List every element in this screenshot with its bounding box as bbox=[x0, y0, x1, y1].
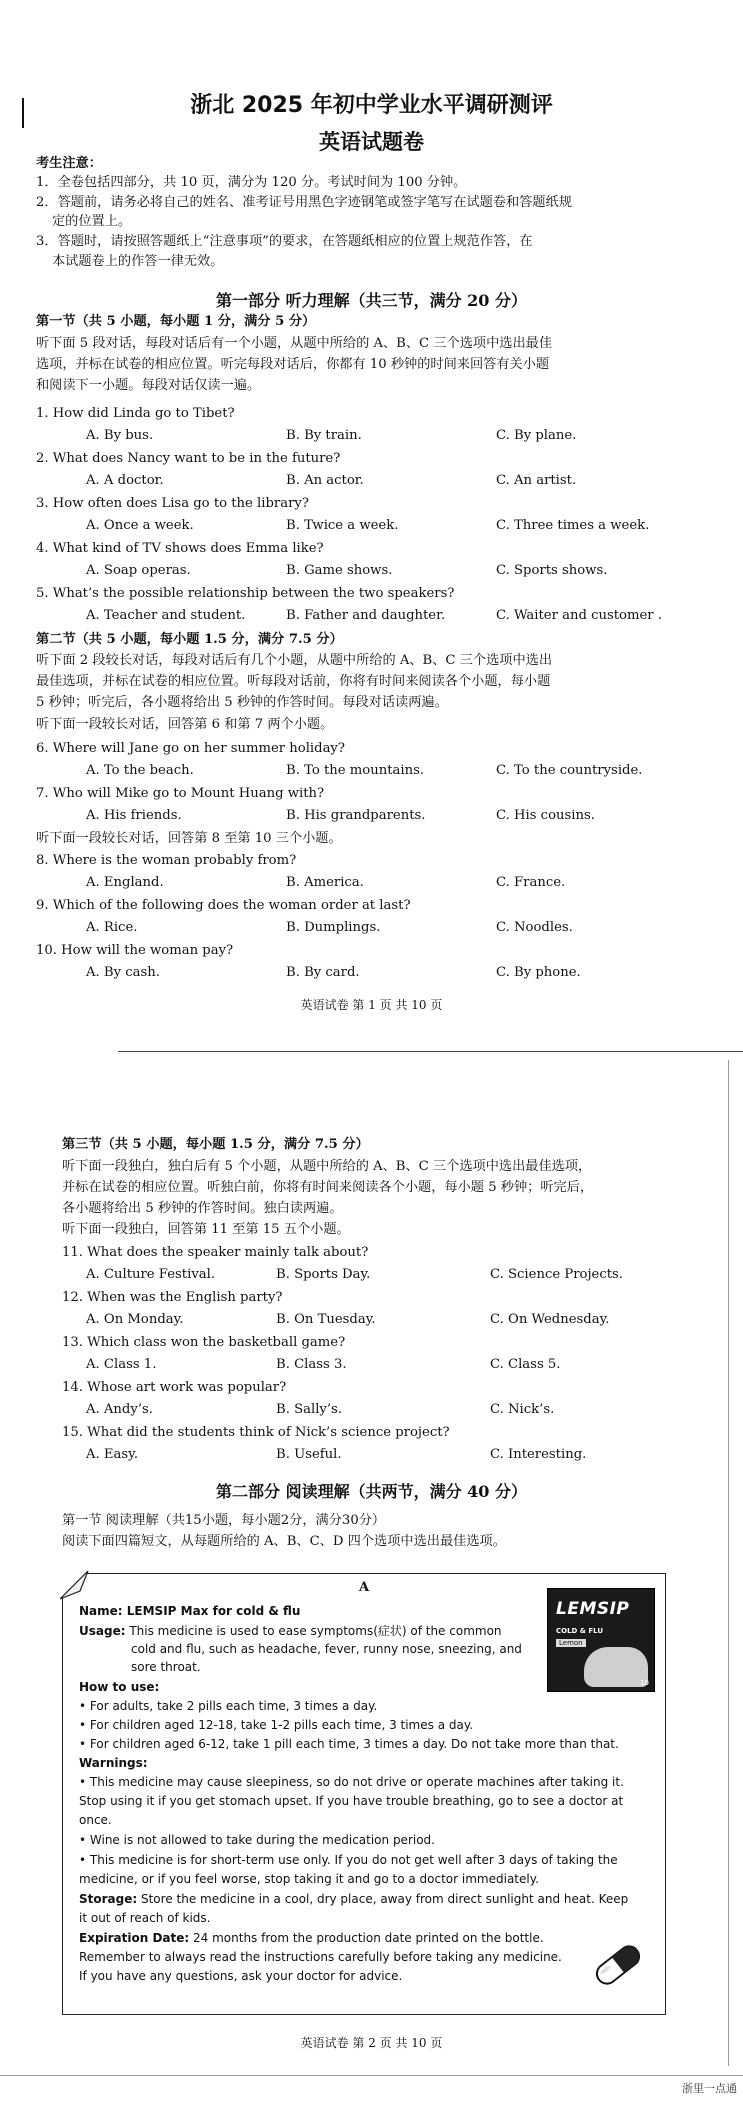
option-c: C. Science Projects. bbox=[490, 1267, 623, 1282]
question: 8. Where is the woman probably from? bbox=[36, 853, 297, 868]
section1-instruction: 选项，并标在试卷的相应位置。听完每段对话后，你都有 10 秒钟的时间来回答有关小题 bbox=[36, 357, 550, 372]
notice-item: 定的位置上。 bbox=[52, 214, 132, 229]
option-c: C. An artist. bbox=[496, 473, 577, 488]
warnings-label: Warnings: bbox=[79, 1756, 148, 1770]
option-c: C. Nick’s. bbox=[490, 1402, 555, 1417]
watermark-text: 浙里一点通 bbox=[682, 2082, 737, 2095]
option-a: A. England. bbox=[86, 875, 164, 890]
howto-label: How to use: bbox=[79, 1680, 160, 1694]
part1-title: 第一部分 听力理解（共三节，满分 20 分） bbox=[216, 291, 527, 310]
question: 7. Who will Mike go to Mount Huang with? bbox=[36, 786, 325, 801]
option-b: B. Sally’s. bbox=[276, 1402, 343, 1417]
question: 12. When was the English party? bbox=[62, 1290, 283, 1305]
question: 13. Which class won the basketball game? bbox=[62, 1335, 346, 1350]
option-b: B. An actor. bbox=[286, 473, 364, 488]
option-b: B. Game shows. bbox=[286, 563, 393, 578]
option-b: B. Dumplings. bbox=[286, 920, 381, 935]
question: 4. What kind of TV shows does Emma like? bbox=[36, 541, 324, 556]
option-a: A. A doctor. bbox=[86, 473, 164, 488]
storage-label: Storage: bbox=[79, 1892, 138, 1906]
question: 5. What’s the possible relationship between the two speakers? bbox=[36, 586, 455, 601]
passage-a-box bbox=[62, 1573, 666, 2015]
option-c: C. By phone. bbox=[496, 965, 581, 980]
option-c: C. France. bbox=[496, 875, 566, 890]
section3-heading: 第三节（共 5 小题，每小题 1.5 分，满分 7.5 分） bbox=[62, 1137, 369, 1152]
option-b: B. Sports Day. bbox=[276, 1267, 371, 1282]
option-a: A. By cash. bbox=[86, 965, 160, 980]
reading-intro: 第一节 阅读理解（共15小题，每小题2分，满分30分） bbox=[62, 1513, 386, 1528]
usage-text: cold and flu, such as headache, fever, runny nose, sneezing, and bbox=[131, 1642, 522, 1656]
option-a: A. Soap operas. bbox=[86, 563, 191, 578]
section3-lead: 听下面一段独白，回答第 11 至第 15 五个小题。 bbox=[62, 1222, 350, 1237]
question: 3. How often does Lisa go to the library? bbox=[36, 496, 309, 511]
expiry-text: 24 months from the production date printed on the bottle. bbox=[189, 1931, 544, 1945]
option-c: C. Noodles. bbox=[496, 920, 573, 935]
page-footer: 英语试卷 第 2 页 共 10 页 bbox=[300, 2036, 443, 2050]
usage-label: Usage: bbox=[79, 1624, 126, 1638]
question: 9. Which of the following does the woman order at last? bbox=[36, 898, 411, 913]
usage-text: This medicine is used to ease symptoms(症状) of the common bbox=[125, 1624, 502, 1638]
section1-instruction: 听下面 5 段对话，每段对话后有一个小题，从题中所给的 A、B、C 三个选项中选出最佳 bbox=[36, 336, 553, 351]
option-a: A. Teacher and student. bbox=[86, 608, 246, 623]
passage-label: A bbox=[358, 1580, 370, 1595]
section2-instruction: 听下面 2 段较长对话，每段对话后有几个小题，从题中所给的 A、B、C 三个选项中选出 bbox=[36, 653, 553, 668]
name-value: LEMSIP Max for cold & flu bbox=[122, 1604, 301, 1618]
name-label: Name: bbox=[79, 1604, 123, 1618]
option-a: A. His friends. bbox=[86, 808, 182, 823]
option-a: A. Once a week. bbox=[86, 518, 194, 533]
howto-item: • For children aged 6-12, take 1 pill each time, 3 times a day. Do not take more than that. bbox=[79, 1737, 619, 1751]
option-c: C. Interesting. bbox=[490, 1447, 587, 1462]
question: 10. How will the woman pay? bbox=[36, 943, 234, 958]
notice-item: 本试题卷上的作答一律无效。 bbox=[52, 254, 224, 269]
question: 6. Where will Jane go on her summer holiday? bbox=[36, 741, 345, 756]
option-c: C. To the countryside. bbox=[496, 763, 643, 778]
closing-text: If you have any questions, ask your doctor for advice. bbox=[79, 1969, 403, 1983]
question: 2. What does Nancy want to be in the future? bbox=[36, 451, 341, 466]
option-b: B. His grandparents. bbox=[286, 808, 426, 823]
name-row bbox=[79, 1604, 300, 1618]
section2-instruction: 最佳选项，并标在试卷的相应位置。听每段对话前，你将有时间来阅读各个小题，每小题 bbox=[36, 674, 551, 689]
section2-heading: 第二节（共 5 小题，每小题 1.5 分，满分 7.5 分） bbox=[36, 632, 343, 647]
option-b: B. Father and daughter. bbox=[286, 608, 446, 623]
notice-item: 2．答题前，请务必将自己的姓名、准考证号用黑色字迹钢笔或签字笔写在试题卷和答题纸规 bbox=[36, 195, 572, 210]
option-b: B. Twice a week. bbox=[286, 518, 399, 533]
option-b: B. Class 3. bbox=[276, 1357, 347, 1372]
option-b: B. To the mountains. bbox=[286, 763, 425, 778]
option-a: A. On Monday. bbox=[86, 1312, 184, 1327]
option-c: C. His cousins. bbox=[496, 808, 595, 823]
section1-heading: 第一节（共 5 小题，每小题 1 分，满分 5 分） bbox=[36, 314, 316, 329]
notice-item: 1．全卷包括四部分，共 10 页，满分为 120 分。考试时间为 100 分钟。 bbox=[36, 175, 467, 190]
howto-item: • For adults, take 2 pills each time, 3 times a day. bbox=[79, 1699, 378, 1713]
warning-text: medicine, or if you feel worse, stop taking it and go to a doctor immediately. bbox=[79, 1872, 539, 1886]
storage-text: Store the medicine in a cool, dry place, away from direct sunlight and heat. Keep bbox=[137, 1892, 629, 1906]
expiry-label: Expiration Date: bbox=[79, 1931, 190, 1945]
section3-instruction: 并标在试卷的相应位置。听独白前，你将有时间来阅读各个小题，每小题 5 秒钟；听完后， bbox=[62, 1180, 594, 1195]
question: 11. What does the speaker mainly talk about? bbox=[62, 1245, 369, 1260]
option-b: B. America. bbox=[286, 875, 364, 890]
notice-heading: 考生注意： bbox=[36, 156, 102, 171]
option-a: A. Class 1. bbox=[86, 1357, 157, 1372]
notice-item: 3．答题时，请按照答题纸上“注意事项”的要求，在答题纸相应的位置上规范作答，在 bbox=[36, 234, 533, 249]
option-c: C. Three times a week. bbox=[496, 518, 650, 533]
option-c: C. Sports shows. bbox=[496, 563, 608, 578]
option-b: B. Useful. bbox=[276, 1447, 342, 1462]
reading-instruction: 阅读下面四篇短文，从每题所给的 A、B、C、D 四个选项中选出最佳选项。 bbox=[62, 1534, 506, 1549]
option-a: A. To the beach. bbox=[86, 763, 194, 778]
question: 15. What did the students think of Nick’s science project? bbox=[62, 1425, 450, 1440]
warning-text: Stop using it if you get stomach upset. If you have trouble breathing, go to see a doctor at bbox=[79, 1794, 624, 1808]
storage-row bbox=[79, 1892, 628, 1906]
usage-row bbox=[79, 1624, 502, 1638]
option-c: C. Class 5. bbox=[490, 1357, 561, 1372]
warning-text: • This medicine is for short-term use only. If you do not get well after 3 days of taking the bbox=[79, 1853, 618, 1867]
warning-text: once. bbox=[79, 1813, 112, 1827]
option-a: A. By bus. bbox=[86, 428, 154, 443]
section3-instruction: 各小题将给出 5 秒钟的作答时间。独白读两遍。 bbox=[62, 1201, 343, 1216]
bottom-rule bbox=[0, 2075, 743, 2076]
option-c: C. Waiter and customer . bbox=[496, 608, 662, 623]
hand-image bbox=[584, 1647, 648, 1687]
closing-text: Remember to always read the instructions carefully before taking any medicine. bbox=[79, 1950, 562, 1964]
page-footer: 英语试卷 第 1 页 共 10 页 bbox=[300, 998, 443, 1012]
page-divider bbox=[118, 1051, 743, 1052]
warning-text: • Wine is not allowed to take during the medication period. bbox=[79, 1833, 435, 1847]
pill-icon bbox=[592, 1941, 645, 1989]
section1-instruction: 和阅读下一小题。每段对话仅读一遍。 bbox=[36, 378, 261, 393]
section2-lead: 听下面一段较长对话，回答第 8 至第 10 三个小题。 bbox=[36, 831, 342, 846]
package-count: 10 bbox=[640, 1679, 649, 1687]
exam-subtitle: 英语试题卷 bbox=[319, 130, 424, 154]
question: 14. Whose art work was popular? bbox=[62, 1380, 287, 1395]
section2-instruction: 5 秒钟；听完后，各小题将给出 5 秒钟的作答时间。每段对话读两遍。 bbox=[36, 695, 448, 710]
part2-title: 第二部分 阅读理解（共两节，满分 40 分） bbox=[216, 1482, 527, 1501]
usage-text: sore throat. bbox=[131, 1660, 201, 1674]
warning-text: • This medicine may cause sleepiness, so do not drive or operate machines after taking it. bbox=[79, 1775, 624, 1789]
package-line: COLD & FLU bbox=[556, 1627, 604, 1635]
section3-instruction: 听下面一段独白，独白后有 5 个小题，从题中所给的 A、B、C 三个选项中选出最佳选项， bbox=[62, 1159, 592, 1174]
expiry-row bbox=[79, 1931, 544, 1945]
howto-item: • For children aged 12-18, take 1-2 pills each time, 3 times a day. bbox=[79, 1718, 474, 1732]
option-c: C. By plane. bbox=[496, 428, 577, 443]
option-a: A. Easy. bbox=[86, 1447, 139, 1462]
option-b: B. On Tuesday. bbox=[276, 1312, 376, 1327]
package-flavor: Lemon bbox=[556, 1639, 586, 1647]
question: 1. How did Linda go to Tibet? bbox=[36, 406, 235, 421]
option-b: B. By card. bbox=[286, 965, 360, 980]
option-a: A. Rice. bbox=[86, 920, 138, 935]
option-a: A. Culture Festival. bbox=[86, 1267, 216, 1282]
exam-page-1 bbox=[0, 0, 743, 1040]
exam-title: 浙北 2025 年初中学业水平调研测评 bbox=[190, 93, 553, 118]
option-b: B. By train. bbox=[286, 428, 362, 443]
option-a: A. Andy’s. bbox=[86, 1402, 153, 1417]
package-brand: LEMSIP bbox=[556, 1599, 630, 1619]
page-curl-corner bbox=[60, 1571, 100, 1611]
option-c: C. On Wednesday. bbox=[490, 1312, 610, 1327]
storage-text: it out of reach of kids. bbox=[79, 1911, 211, 1925]
page-edge bbox=[728, 1060, 729, 2066]
section2-lead: 听下面一段较长对话，回答第 6 和第 7 两个小题。 bbox=[36, 717, 334, 732]
lemsip-package-image bbox=[547, 1588, 655, 1692]
